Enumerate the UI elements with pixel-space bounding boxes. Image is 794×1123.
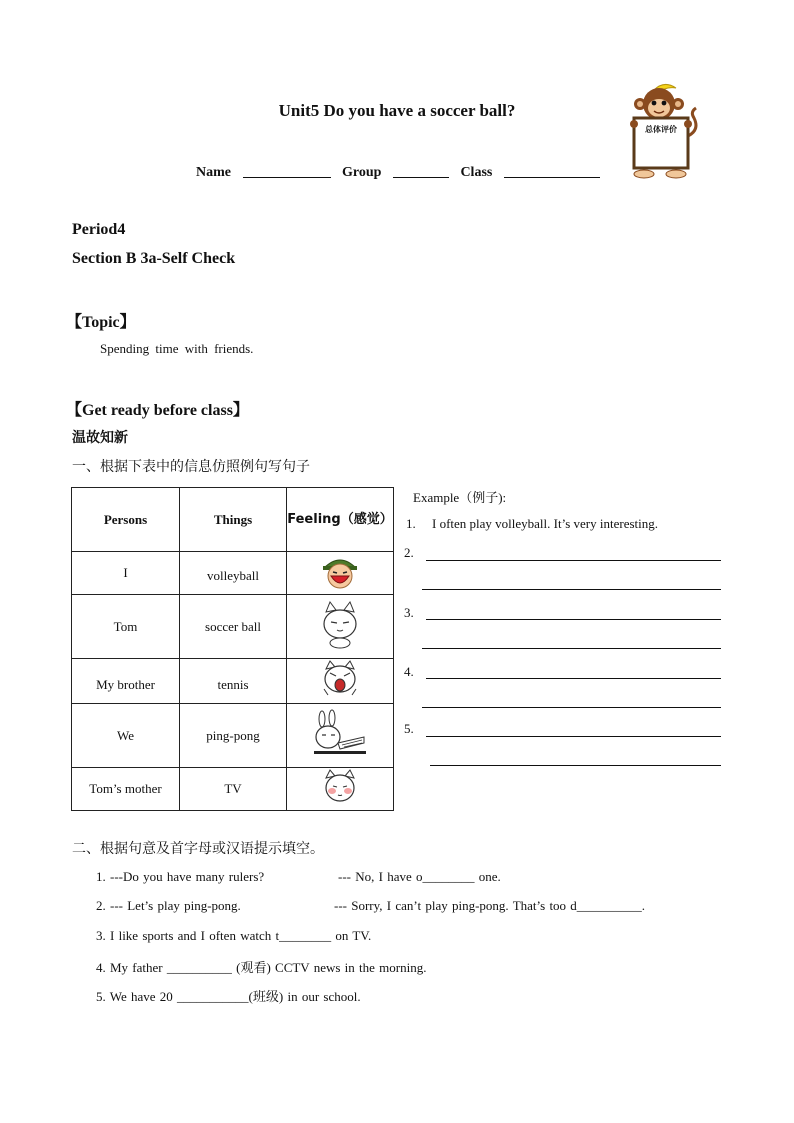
table-header-row <box>72 488 394 552</box>
answer-number: 4. <box>404 664 414 679</box>
answer-number: 3. <box>404 605 414 620</box>
answer-line[interactable] <box>430 765 721 766</box>
question-item: 4. My father __________ (观看) CCTV news in the morning. <box>96 960 427 975</box>
topic-heading: 【Topic】 <box>66 314 136 331</box>
question-response: --- Sorry, I can’t play ping-pong. That’s too d__________. <box>334 898 646 913</box>
feelings-table <box>71 487 394 811</box>
period-label: Period4 <box>72 221 126 238</box>
answer-line[interactable] <box>426 560 721 561</box>
example-number: 1. <box>406 516 416 531</box>
sleepy-face-icon <box>318 600 362 650</box>
thing-cell: volleyball <box>180 552 287 595</box>
review-subheading: 温故知新 <box>72 430 128 446</box>
surprised-face-icon <box>318 659 362 699</box>
example-area <box>404 487 734 777</box>
answer-line[interactable] <box>422 707 721 708</box>
bored-bunny-icon <box>312 709 368 759</box>
thing-cell: soccer ball <box>180 595 287 659</box>
things-header: Things <box>180 488 287 552</box>
feeling-cell <box>287 768 394 811</box>
laughing-face-icon <box>320 552 360 590</box>
table-row <box>72 768 394 811</box>
example-label: Example（例子): <box>413 490 507 505</box>
class-label: Class <box>460 165 493 180</box>
section-label: Section B 3a-Self Check <box>72 250 236 267</box>
person-cell: Tom’s mother <box>72 768 180 811</box>
name-label: Name <box>196 165 231 180</box>
feeling-cell <box>287 595 394 659</box>
feeling-cell <box>287 552 394 595</box>
question-item: 3. I like sports and I often watch t________ on TV. <box>96 928 372 943</box>
feeling-cell <box>287 704 394 768</box>
student-info-line <box>196 163 608 181</box>
monkey-mascot-icon <box>626 80 702 180</box>
persons-header: Persons <box>72 488 180 552</box>
person-cell: We <box>72 704 180 768</box>
name-blank[interactable] <box>243 163 331 178</box>
person-cell: Tom <box>72 595 180 659</box>
table-row <box>72 552 394 595</box>
answer-line[interactable] <box>426 678 721 679</box>
answer-line[interactable] <box>426 736 721 737</box>
part2-instruction: 二、根据句意及首字母或汉语提示填空。 <box>72 841 324 857</box>
group-blank[interactable] <box>393 163 449 178</box>
answer-line[interactable] <box>422 648 721 649</box>
table-row <box>72 704 394 768</box>
worksheet-title: Unit5 Do you have a soccer ball? <box>278 101 516 120</box>
question-item: 1. ---Do you have many rulers? <box>96 869 265 884</box>
feeling-header: Feeling（感觉） <box>287 488 394 552</box>
thing-cell: tennis <box>180 659 287 704</box>
person-cell: I <box>72 552 180 595</box>
thing-cell: ping-pong <box>180 704 287 768</box>
shy-face-icon <box>320 768 360 806</box>
part1-instruction: 一、根据下表中的信息仿照例句写句子 <box>72 459 310 475</box>
question-item: 2. --- Let’s play ping-pong. <box>96 898 241 913</box>
table-row <box>72 595 394 659</box>
topic-text: Spending time with friends. <box>100 341 254 356</box>
question-response: --- No, I have o________ one. <box>338 869 501 884</box>
question-item: 5. We have 20 ___________(班级) in our school. <box>96 989 361 1004</box>
table-row <box>72 659 394 704</box>
example-sentence: I often play volleyball. It’s very interesting. <box>432 516 658 531</box>
group-label: Group <box>342 165 382 180</box>
person-cell: My brother <box>72 659 180 704</box>
evaluation-badge-text: 总体评价 <box>645 125 677 134</box>
answer-line[interactable] <box>422 589 721 590</box>
thing-cell: TV <box>180 768 287 811</box>
get-ready-heading: 【Get ready before class】 <box>66 402 249 419</box>
answer-number: 5. <box>404 721 414 736</box>
answer-number: 2. <box>404 545 414 560</box>
answer-line[interactable] <box>426 619 721 620</box>
feeling-cell <box>287 659 394 704</box>
class-blank[interactable] <box>504 163 600 178</box>
